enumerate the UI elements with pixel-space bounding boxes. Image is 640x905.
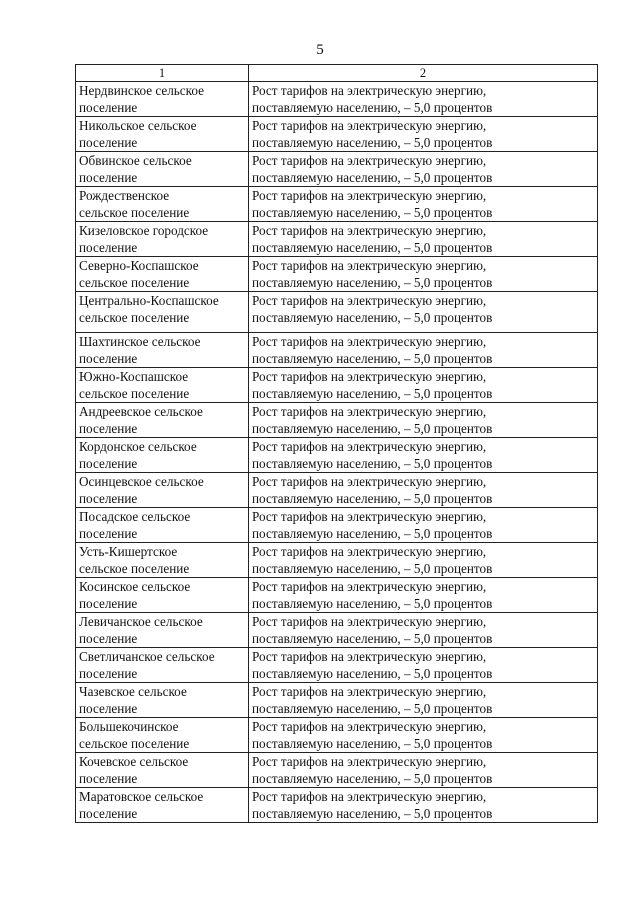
tariff-description-cell	[249, 403, 598, 438]
table-row	[76, 578, 598, 613]
tariff-description-line: поставляемую населению, – 5,0 процентов	[252, 275, 493, 290]
settlement-name-line: Кизеловское городское	[79, 223, 209, 238]
page-number: 5	[316, 42, 324, 58]
tariff-description-line: поставляемую населению, – 5,0 процентов	[252, 386, 493, 401]
settlement-name-line: поселение	[79, 666, 138, 681]
tariff-table	[75, 64, 598, 823]
table-row	[76, 613, 598, 648]
settlement-name-cell	[76, 718, 249, 753]
tariff-description-line: поставляемую населению, – 5,0 процентов	[252, 631, 493, 646]
settlement-name-cell	[76, 788, 249, 823]
settlement-name-cell	[76, 222, 249, 257]
table-body	[76, 82, 598, 823]
settlement-name-cell	[76, 403, 249, 438]
tariff-description-line: Рост тарифов на электрическую энергию,	[252, 334, 487, 349]
table-row	[76, 683, 598, 718]
tariff-description-line: Рост тарифов на электрическую энергию,	[252, 754, 487, 769]
settlement-name-cell	[76, 473, 249, 508]
tariff-description-cell	[249, 578, 598, 613]
tariff-description-cell	[249, 292, 598, 333]
settlement-name-line: Нердвинское сельское	[79, 83, 205, 98]
settlement-name-line: поселение	[79, 421, 138, 436]
table-row	[76, 403, 598, 438]
settlement-name-line: поселение	[79, 526, 138, 541]
tariff-description-line: Рост тарифов на электрическую энергию,	[252, 719, 487, 734]
settlement-name-line: сельское поселение	[79, 736, 190, 751]
table-row	[76, 292, 598, 333]
settlement-name-line: поселение	[79, 596, 138, 611]
column-header-2: 2	[249, 65, 598, 82]
tariff-description-cell	[249, 508, 598, 543]
table-row	[76, 333, 598, 368]
tariff-description-line: поставляемую населению, – 5,0 процентов	[252, 310, 493, 325]
tariff-description-cell	[249, 648, 598, 683]
table-row	[76, 788, 598, 823]
tariff-description-line: поставляемую населению, – 5,0 процентов	[252, 736, 493, 751]
settlement-name-cell	[76, 613, 249, 648]
tariff-description-line: поставляемую населению, – 5,0 процентов	[252, 351, 493, 366]
tariff-description-line: поставляемую населению, – 5,0 процентов	[252, 205, 493, 220]
tariff-description-line: Рост тарифов на электрическую энергию,	[252, 649, 487, 664]
settlement-name-line: Рождественское	[79, 188, 170, 203]
table-header-row	[76, 65, 598, 82]
tariff-description-line: поставляемую населению, – 5,0 процентов	[252, 596, 493, 611]
settlement-name-line: сельское поселение	[79, 561, 190, 576]
table-row	[76, 753, 598, 788]
settlement-name-line: поселение	[79, 170, 138, 185]
tariff-description-line: Рост тарифов на электрическую энергию,	[252, 439, 487, 454]
settlement-name-line: сельское поселение	[79, 205, 190, 220]
settlement-name-line: Никольское сельское	[79, 118, 197, 133]
tariff-description-cell	[249, 438, 598, 473]
tariff-description-line: Рост тарифов на электрическую энергию,	[252, 258, 487, 273]
tariff-description-cell	[249, 333, 598, 368]
settlement-name-cell	[76, 368, 249, 403]
tariff-description-line: Рост тарифов на электрическую энергию,	[252, 544, 487, 559]
tariff-description-cell	[249, 683, 598, 718]
tariff-description-cell	[249, 222, 598, 257]
tariff-description-line: поставляемую населению, – 5,0 процентов	[252, 100, 493, 115]
tariff-description-cell	[249, 82, 598, 117]
tariff-description-cell	[249, 718, 598, 753]
settlement-name-cell	[76, 292, 249, 333]
settlement-name-cell	[76, 438, 249, 473]
settlement-name-line: Центрально-Коспашское	[79, 293, 219, 308]
table-row	[76, 82, 598, 117]
settlement-name-line: Посадское сельское	[79, 509, 191, 524]
table-row	[76, 648, 598, 683]
settlement-name-line: Осинцевское сельское	[79, 474, 204, 489]
table-row	[76, 438, 598, 473]
settlement-name-line: Большекочинское	[79, 719, 179, 734]
settlement-name-line: сельское поселение	[79, 275, 190, 290]
settlement-name-line: поселение	[79, 100, 138, 115]
settlement-name-line: Левичанское сельское	[79, 614, 203, 629]
settlement-name-line: Северно-Коспашское	[79, 258, 199, 273]
tariff-description-line: поставляемую населению, – 5,0 процентов	[252, 421, 493, 436]
tariff-description-line: Рост тарифов на электрическую энергию,	[252, 404, 487, 419]
settlement-name-line: поселение	[79, 240, 138, 255]
table-row	[76, 222, 598, 257]
table-row	[76, 543, 598, 578]
settlement-name-line: Чазевское сельское	[79, 684, 187, 699]
settlement-name-line: Кочевское сельское	[79, 754, 189, 769]
settlement-name-line: поселение	[79, 771, 138, 786]
tariff-description-line: Рост тарифов на электрическую энергию,	[252, 369, 487, 384]
tariff-description-line: поставляемую населению, – 5,0 процентов	[252, 771, 493, 786]
settlement-name-line: Кордонское сельское	[79, 439, 197, 454]
column-header-1: 1	[76, 65, 249, 82]
settlement-name-line: поселение	[79, 491, 138, 506]
table-row	[76, 257, 598, 292]
settlement-name-cell	[76, 257, 249, 292]
tariff-description-line: Рост тарифов на электрическую энергию,	[252, 293, 487, 308]
settlement-name-line: поселение	[79, 135, 138, 150]
table-row	[76, 473, 598, 508]
tariff-description-cell	[249, 117, 598, 152]
tariff-description-cell	[249, 788, 598, 823]
tariff-description-line: поставляемую населению, – 5,0 процентов	[252, 806, 493, 821]
settlement-name-cell	[76, 543, 249, 578]
tariff-description-cell	[249, 473, 598, 508]
table-row	[76, 368, 598, 403]
tariff-description-line: Рост тарифов на электрическую энергию,	[252, 614, 487, 629]
settlement-name-cell	[76, 683, 249, 718]
settlement-name-line: поселение	[79, 701, 138, 716]
tariff-description-line: Рост тарифов на электрическую энергию,	[252, 118, 487, 133]
settlement-name-line: Андреевское сельское	[79, 404, 203, 419]
tariff-description-cell	[249, 613, 598, 648]
settlement-name-cell	[76, 648, 249, 683]
tariff-description-line: поставляемую населению, – 5,0 процентов	[252, 561, 493, 576]
tariff-description-line: поставляемую населению, – 5,0 процентов	[252, 666, 493, 681]
table-row	[76, 508, 598, 543]
tariff-description-line: Рост тарифов на электрическую энергию,	[252, 223, 487, 238]
settlement-name-line: Южно-Коспашское	[79, 369, 189, 384]
tariff-description-line: поставляемую населению, – 5,0 процентов	[252, 240, 493, 255]
table-row	[76, 187, 598, 222]
settlement-name-cell	[76, 117, 249, 152]
settlement-name-line: Шахтинское сельское	[79, 334, 201, 349]
settlement-name-cell	[76, 578, 249, 613]
settlement-name-cell	[76, 333, 249, 368]
tariff-description-line: Рост тарифов на электрическую энергию,	[252, 188, 487, 203]
settlement-name-cell	[76, 82, 249, 117]
tariff-description-line: поставляемую населению, – 5,0 процентов	[252, 170, 493, 185]
tariff-description-line: поставляемую населению, – 5,0 процентов	[252, 701, 493, 716]
tariff-description-line: Рост тарифов на электрическую энергию,	[252, 579, 487, 594]
settlement-name-cell	[76, 753, 249, 788]
tariff-description-line: поставляемую населению, – 5,0 процентов	[252, 526, 493, 541]
settlement-name-line: Усть-Кишертское	[79, 544, 178, 559]
tariff-description-cell	[249, 152, 598, 187]
tariff-description-cell	[249, 368, 598, 403]
tariff-description-line: Рост тарифов на электрическую энергию,	[252, 153, 487, 168]
tariff-description-line: поставляемую населению, – 5,0 процентов	[252, 135, 493, 150]
settlement-name-line: Светличанское сельское	[79, 649, 215, 664]
settlement-name-line: поселение	[79, 351, 138, 366]
settlement-name-line: поселение	[79, 631, 138, 646]
settlement-name-cell	[76, 187, 249, 222]
tariff-description-cell	[249, 257, 598, 292]
settlement-name-line: сельское поселение	[79, 310, 190, 325]
tariff-description-line: Рост тарифов на электрическую энергию,	[252, 474, 487, 489]
tariff-description-line: Рост тарифов на электрическую энергию,	[252, 83, 487, 98]
tariff-description-cell	[249, 543, 598, 578]
settlement-name-line: поселение	[79, 806, 138, 821]
tariff-description-line: Рост тарифов на электрическую энергию,	[252, 789, 487, 804]
table-row	[76, 718, 598, 753]
settlement-name-cell	[76, 508, 249, 543]
tariff-description-line: Рост тарифов на электрическую энергию,	[252, 684, 487, 699]
tariff-description-line: Рост тарифов на электрическую энергию,	[252, 509, 487, 524]
settlement-name-line: Обвинское сельское	[79, 153, 192, 168]
settlement-name-line: сельское поселение	[79, 386, 190, 401]
tariff-description-line: поставляемую населению, – 5,0 процентов	[252, 456, 493, 471]
settlement-name-line: Маратовское сельское	[79, 789, 204, 804]
table-row	[76, 152, 598, 187]
tariff-description-line: поставляемую населению, – 5,0 процентов	[252, 491, 493, 506]
settlement-name-cell	[76, 152, 249, 187]
settlement-name-line: Косинское сельское	[79, 579, 191, 594]
tariff-description-cell	[249, 187, 598, 222]
settlement-name-line: поселение	[79, 456, 138, 471]
table-row	[76, 117, 598, 152]
tariff-description-cell	[249, 753, 598, 788]
